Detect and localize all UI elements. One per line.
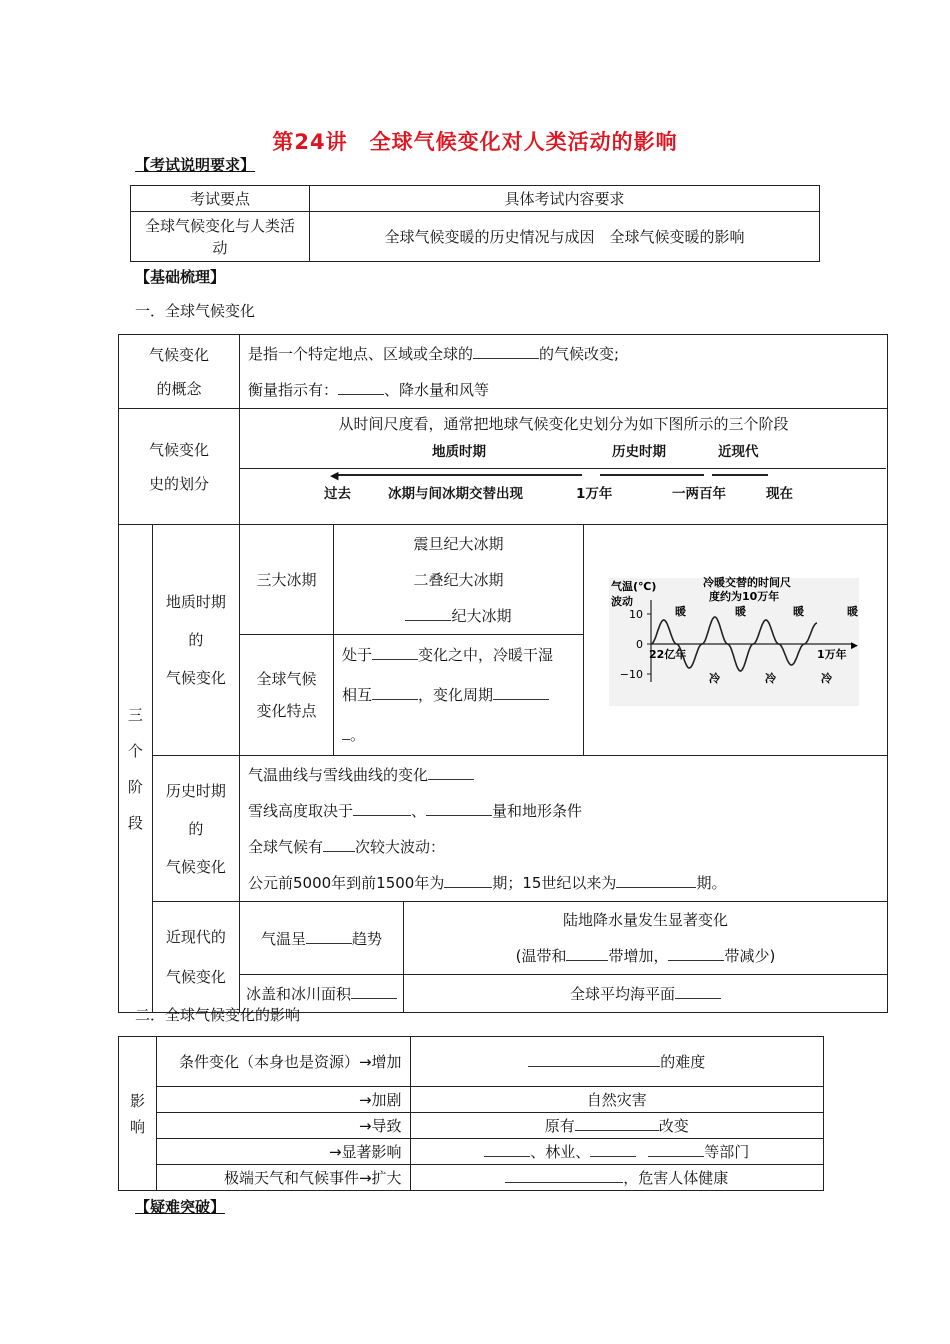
warm-label: 暖 <box>675 605 687 618</box>
impact-row-5-left: 极端天气和气候事件→扩大 <box>156 1165 410 1191</box>
timeline-now: 现在 <box>765 486 793 502</box>
timeline-hist: 历史时期 <box>611 444 666 460</box>
chart-end-label: 1万年 <box>817 648 848 661</box>
section-difficult: 【疑难突破】 <box>135 1198 226 1216</box>
chart-note-1: 冷暖交替的时间尺 <box>703 576 792 589</box>
timeline-bai: 一两百年 <box>671 486 726 502</box>
exam-requirements-table <box>130 185 820 262</box>
modern-label: 近现代的 气候变化 <box>152 902 239 1013</box>
impact-row-3-right: 原有 改变 <box>410 1113 823 1139</box>
division-content <box>239 409 887 525</box>
timeline-arrow <box>334 474 582 476</box>
modern-temp: 气温呈 趋势 <box>239 902 403 975</box>
y-tick-label: 0 <box>636 638 644 651</box>
impact-row-1-left: 条件变化（本身也是资源）→增加 <box>156 1037 410 1087</box>
section-exam-requirements: 【考试说明要求】 <box>135 156 256 174</box>
feature-label: 全球气候 变化特点 <box>239 635 333 756</box>
chart-note-2: 度约为10万年 <box>709 590 780 603</box>
impact-row-1-right: 的难度 <box>410 1037 823 1087</box>
page-title: 第24讲 全球气候变化对人类活动的影响 <box>272 130 678 154</box>
ice-label: 三大冰期 <box>239 525 333 635</box>
hist-content: 气温曲线与雪线曲线的变化 雪线高度取决于 、 量和地形条件 全球气候有 次较大波动： 公元前5000年到前1500年为 期；15世纪以来为 期。 <box>239 756 887 902</box>
impact-row-4-right: 、林业、 等部门 <box>410 1139 823 1165</box>
timeline-wan: 1万年 <box>575 486 613 502</box>
modern-precip: 陆地降水量发生显著变化 (温带和 带增加， 带减少) <box>403 902 887 975</box>
timeline-bar-modern <box>712 474 768 476</box>
impact-row-5-right: ，危害人体健康 <box>410 1165 823 1191</box>
three-stages-label: 三 个 阶 段 <box>119 525 153 1013</box>
modern-sea: 全球平均海平面 <box>403 975 887 1013</box>
geo-label: 地质时期 的 气候变化 <box>152 525 239 756</box>
ice-ages: 震旦纪大冰期 二叠纪大冰期 纪大冰期 <box>333 525 583 635</box>
warm-label: 暖 <box>847 605 859 618</box>
exam-head-content: 具体考试内容要求 <box>310 186 820 212</box>
chart-start-label: 22亿年 <box>649 648 687 661</box>
impact-table <box>118 1036 824 1191</box>
impact-row-2-right: 自然灾害 <box>410 1087 823 1113</box>
arrow-head-icon: ◀ <box>329 469 339 482</box>
exam-row-content: 全球气候变暖的历史情况与成因 全球气候变暖的影响 <box>310 212 820 262</box>
exam-row-point: 全球气候变化与人类活动 <box>131 212 310 262</box>
cold-label: 冷 <box>709 672 721 685</box>
warm-label: 暖 <box>735 605 747 618</box>
modern-ice: 冰盖和冰川面积 <box>239 975 403 1013</box>
chart-ylabel-2: 波动 <box>611 595 634 608</box>
timeline-geo: 地质时期 <box>431 444 486 460</box>
climate-change-table <box>118 334 888 1013</box>
section-basic: 【基础梳理】 <box>135 268 226 286</box>
temperature-wave-chart <box>585 570 885 710</box>
impact-label: 影 响 <box>119 1037 157 1191</box>
impact-row-4-left: →显著影响 <box>156 1139 410 1165</box>
concept-label: 气候变化 的概念 <box>119 335 240 409</box>
concept-content: 是指一个特定地点、区域或全球的 的气候改变; 衡量指示有： 、降水量和风等 <box>239 335 887 409</box>
cold-label: 冷 <box>821 672 833 685</box>
temperature-chart-cell <box>583 525 887 756</box>
feature-content: 处于 变化之中，冷暖干湿 相互 ，变化周期 。 <box>333 635 583 756</box>
y-tick-label: 10 <box>629 608 644 621</box>
timeline-past: 过去 <box>323 486 351 502</box>
division-text: 从时间尺度看，通常把地球气候变化史划分为如下图所示的三个阶段 <box>338 415 789 433</box>
timeline-bar-hist <box>600 474 704 476</box>
warm-label: 暖 <box>793 605 805 618</box>
hist-label: 历史时期 的 气候变化 <box>152 756 239 902</box>
division-label: 气候变化 史的划分 <box>119 409 240 525</box>
x-axis-arrow: ▶ <box>851 641 859 651</box>
timeline-glacial: 冰期与间冰期交替出现 <box>387 486 523 502</box>
impact-row-3-left: →导致 <box>156 1113 410 1139</box>
part1-heading: 一．全球气候变化 <box>135 302 256 320</box>
part2-heading: 二．全球气候变化的影响 <box>135 1006 301 1024</box>
cold-label: 冷 <box>765 672 777 685</box>
period-timeline <box>240 434 886 524</box>
chart-ylabel-1: 气温(℃) <box>611 580 657 593</box>
impact-row-2-left: →加剧 <box>156 1087 410 1113</box>
y-tick-label: −10 <box>620 668 644 681</box>
timeline-modern: 近现代 <box>717 444 759 460</box>
exam-head-point: 考试要点 <box>131 186 310 212</box>
